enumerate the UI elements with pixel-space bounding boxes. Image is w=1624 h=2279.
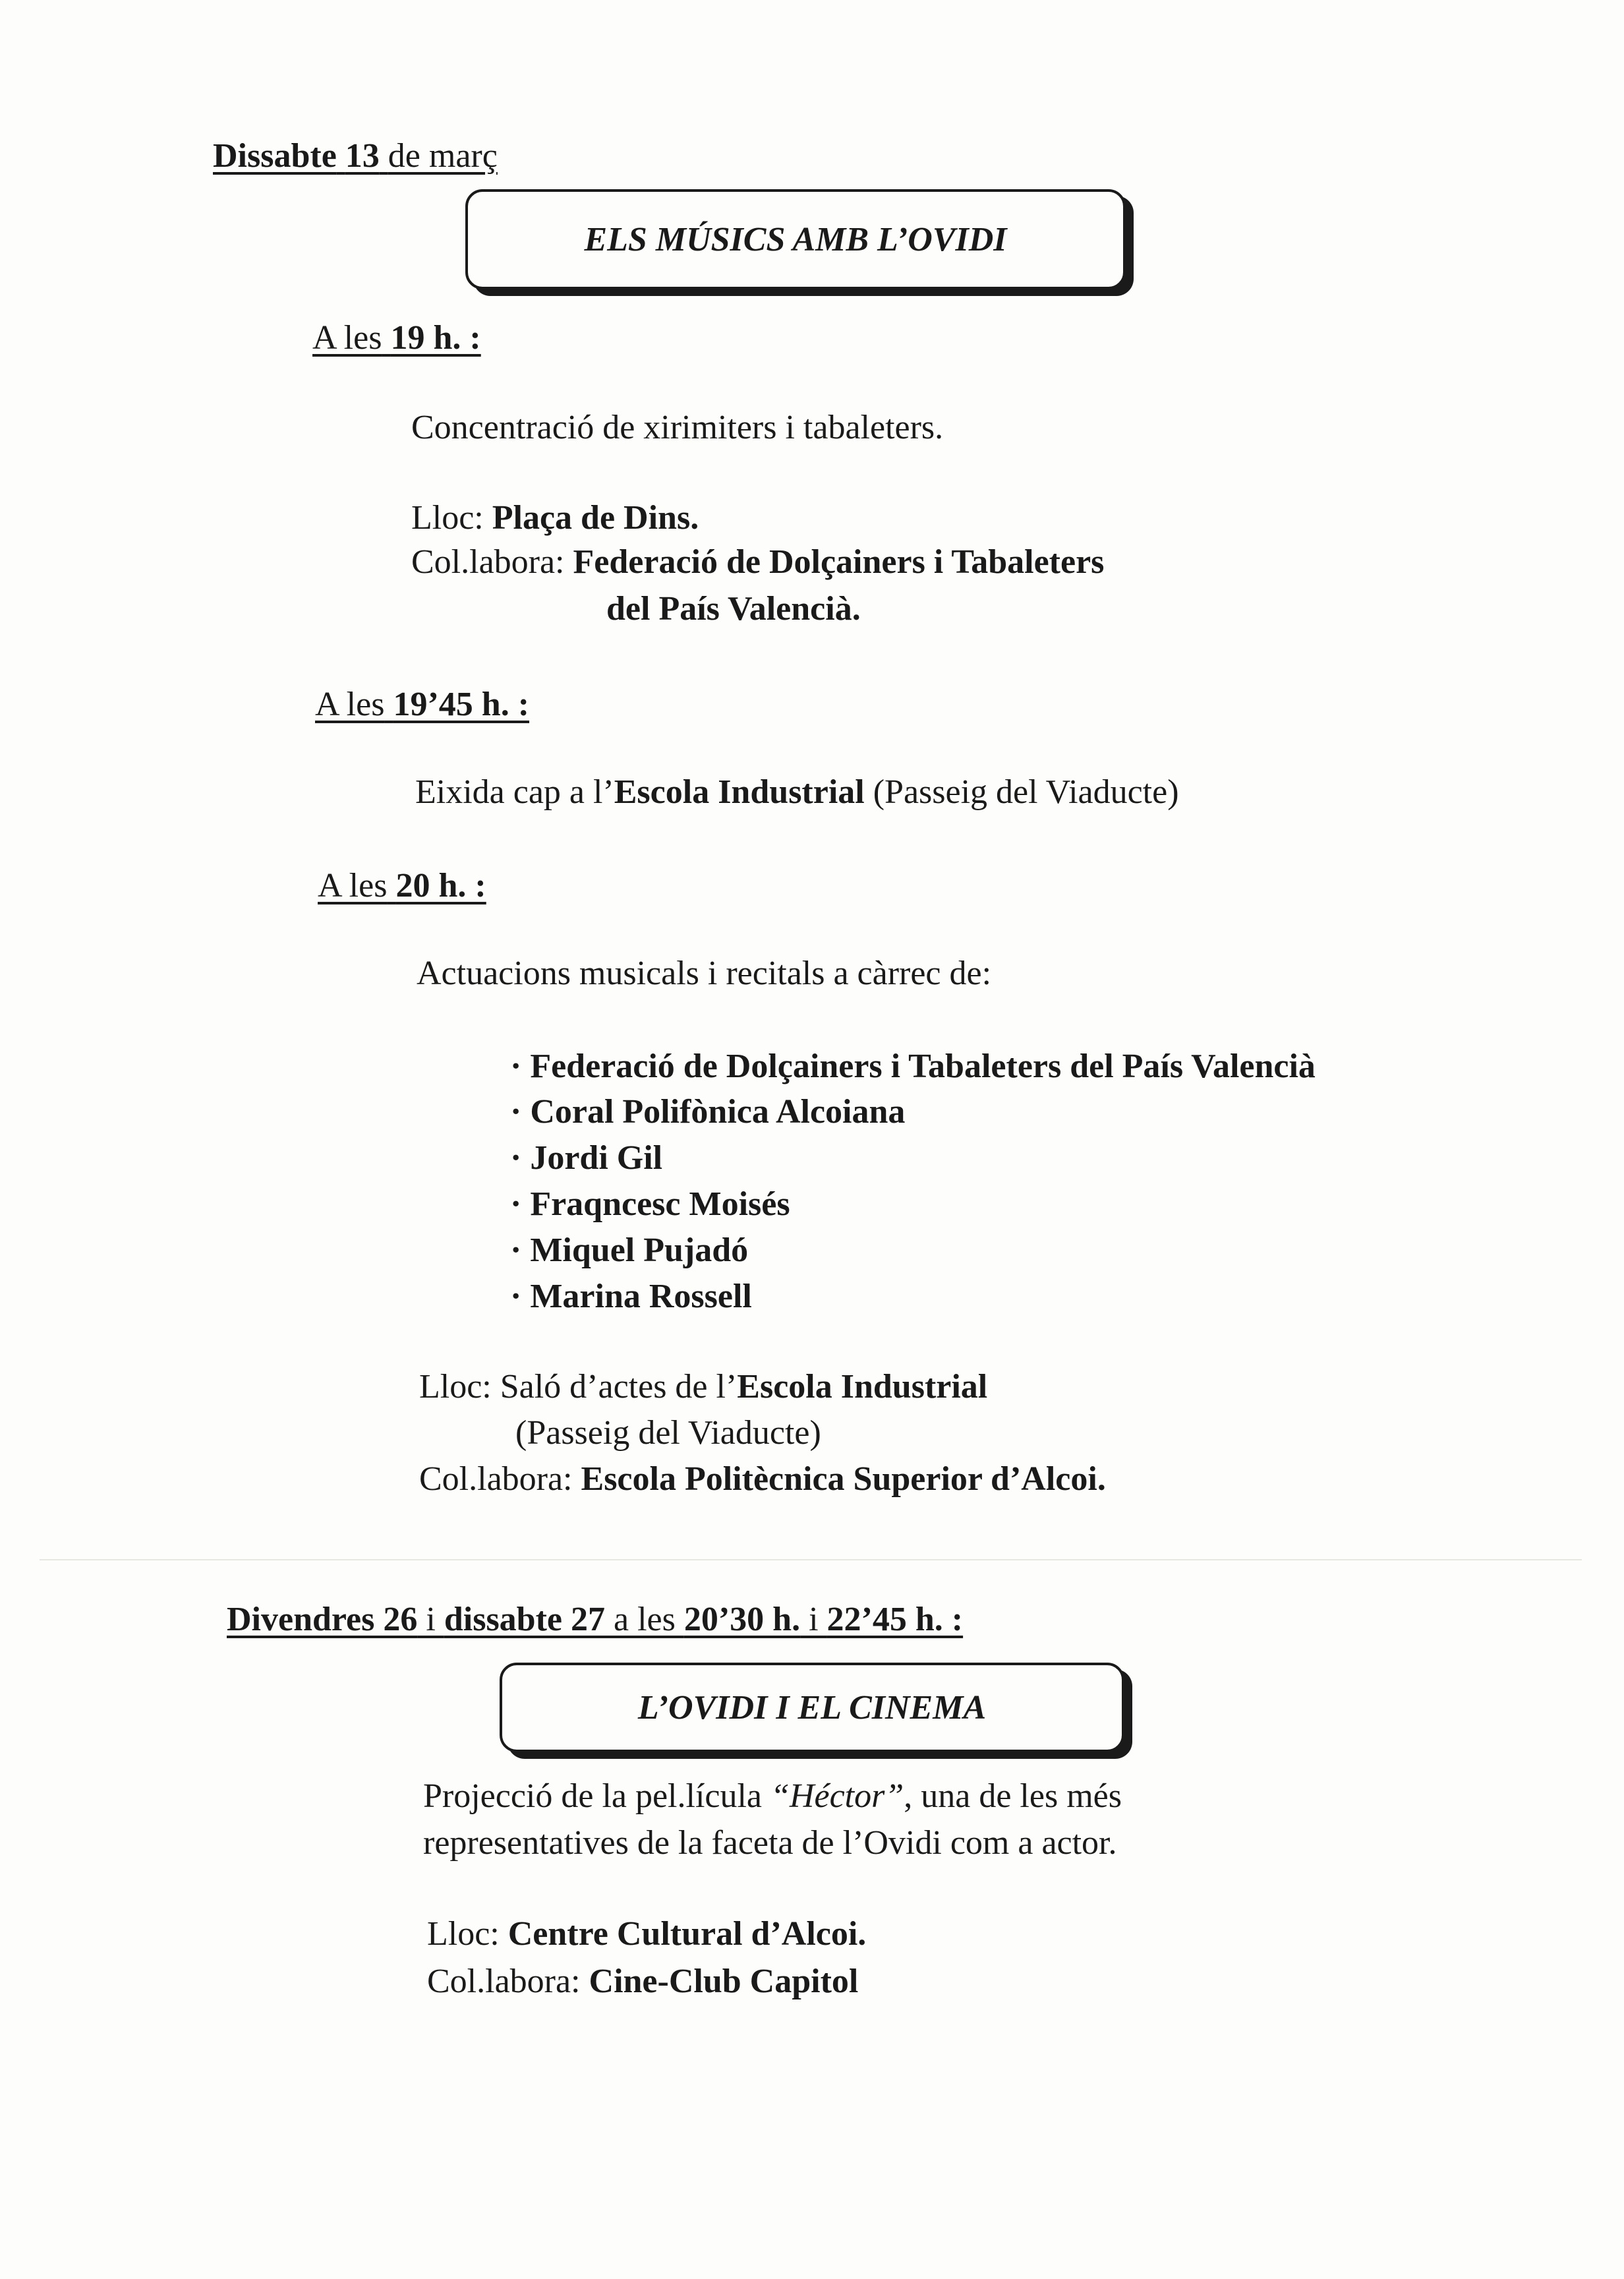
t1-collabora: Col.labora: Federació de Dolçainers i Tabaleters [411,543,1105,581]
time-heading-3: A les 20 h. : [318,867,486,904]
t3-collabora: Col.labora: Escola Politècnica Superior d’Alcoi. [419,1460,1106,1498]
t3-lloc: Lloc: Saló d’actes de l’Escola Industrial [419,1368,988,1406]
t3-description: Actuacions musicals i recitals a càrrec de: [417,955,992,992]
section2-date: Divendres 26 i dissabte 27 a les 20’30 h. i 22’45 h. : [227,1601,964,1638]
performer-item: · Fraqncesc Moisés [510,1185,790,1223]
t1-collabora-line2: del País Valencià. [606,590,861,628]
t3-lloc-line2: (Passeig del Viaducte) [515,1414,821,1452]
section2-title: L’OVIDI I EL CINEMA [637,1688,987,1727]
time-heading-2: A les 19’45 h. : [315,686,530,723]
section1-title: ELS MÚSICS AMB L’OVIDI [584,220,1007,258]
s2-lloc: Lloc: Centre Cultural d’Alcoi. [427,1915,867,1953]
performer-item: · Coral Polifònica Alcoiana [510,1093,906,1131]
performer-item: · Federació de Dolçainers i Tabaleters del País Valencià [510,1048,1316,1085]
performer-item: · Miquel Pujadó [510,1231,749,1269]
t1-description: Concentració de xirimiters i tabaleters. [411,409,944,446]
t2-description: Eixida cap a l’Escola Industrial (Passeig del Viaducte) [415,773,1179,811]
performer-item: · Jordi Gil [510,1139,663,1177]
time-heading-1: A les 19 h. : [312,319,481,357]
date-month: de març [388,137,498,175]
date-day: Dissabte [213,137,337,175]
s2-description-line1: Projecció de la pel.lícula “Héctor”, una de les més [423,1777,1122,1815]
section1-title-box [465,189,1126,289]
performer-item: · Marina Rossell [510,1278,752,1315]
section-divider [40,1559,1582,1560]
section1-date [213,136,498,177]
s2-description-line2: representatives de la faceta de l’Ovidi com a actor. [423,1824,1117,1862]
s2-collabora: Col.labora: Cine-Club Capitol [427,1963,859,2000]
date-number: 13 [345,137,380,175]
section2-title-box [500,1663,1124,1752]
t1-lloc: Lloc: Plaça de Dins. [411,499,699,537]
